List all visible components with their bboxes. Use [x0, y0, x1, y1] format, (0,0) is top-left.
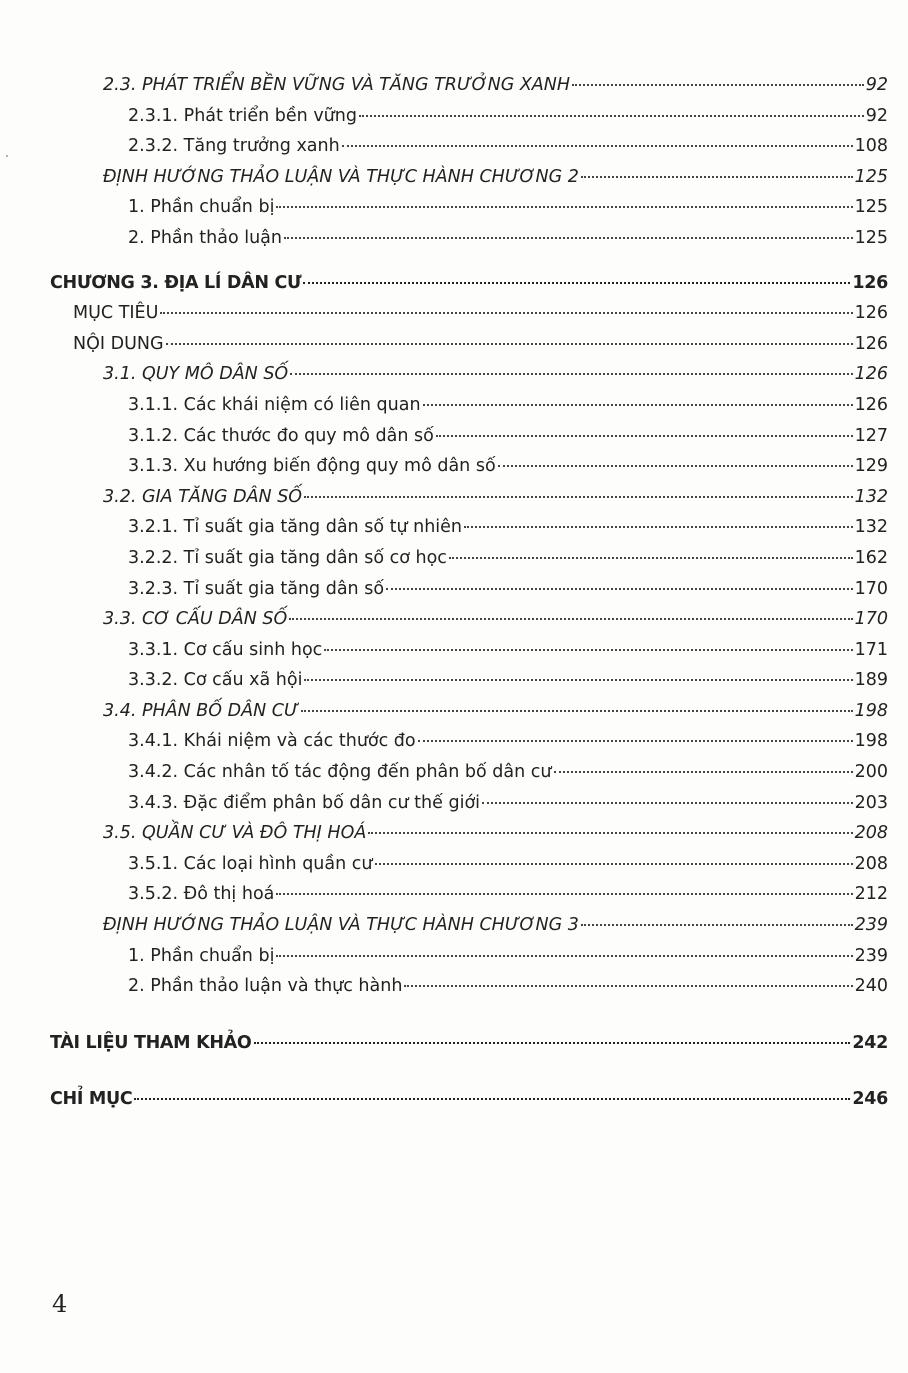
toc-entry	[50, 849, 888, 880]
dot-leader	[276, 893, 852, 895]
toc-entry-title: 3.5. QUẦN CƯ VÀ ĐÔ THỊ HOÁ	[103, 823, 367, 844]
dot-leader	[418, 740, 853, 742]
dot-leader	[436, 435, 853, 437]
dot-leader	[386, 588, 853, 590]
toc-entry	[50, 359, 888, 390]
dot-leader	[581, 924, 853, 926]
toc-entry	[50, 574, 888, 605]
dot-leader	[254, 1042, 851, 1044]
dot-leader	[449, 557, 853, 559]
toc-entry-title: 3.2. GIA TĂNG DÂN SỐ	[103, 486, 303, 507]
toc-entry-title: 3.1.3. Xu hướng biến động quy mô dân số	[128, 456, 496, 477]
toc-entry-title: 2.3.1. Phát triển bền vững	[128, 105, 357, 126]
dot-leader	[276, 955, 852, 957]
toc-entry-title: 1. Phần chuẩn bị	[128, 945, 275, 966]
toc-entry-title: 3.4. PHÂN BỐ DÂN CƯ	[103, 700, 299, 721]
dot-leader	[304, 496, 853, 498]
toc-entry-page: 239	[854, 915, 888, 936]
toc-entry-page: 246	[852, 1089, 888, 1110]
toc-entry	[50, 1084, 888, 1115]
toc-entry-page: 203	[854, 792, 888, 813]
toc-entry-title: 3.2.1. Tỉ suất gia tăng dân số tự nhiên	[128, 517, 463, 538]
toc-entry-page: 132	[854, 486, 888, 507]
toc-entry-page: 92	[865, 105, 888, 126]
toc-entry	[50, 268, 888, 299]
dot-leader	[304, 679, 852, 681]
toc-entry-page: 198	[854, 731, 888, 752]
toc-entry	[50, 329, 888, 360]
toc-entry-page: 200	[854, 762, 888, 783]
toc-entry-page: 125	[854, 227, 888, 248]
dot-leader	[464, 526, 853, 528]
toc-entry-page: 171	[854, 639, 888, 660]
toc-entry	[50, 788, 888, 819]
toc-entry-title: 3.3.2. Cơ cấu xã hội	[128, 670, 303, 691]
toc-entry-page: 125	[854, 166, 888, 187]
toc-entry	[50, 971, 888, 1002]
toc-entry-page: 162	[854, 547, 888, 568]
toc-entry-title: 1. Phần chuẩn bị	[128, 197, 275, 218]
toc-entry-page: 126	[854, 333, 888, 354]
toc-entry-page: 212	[854, 884, 888, 905]
dot-leader	[554, 771, 853, 773]
toc-entry-title: 3.5.2. Đô thị hoá	[128, 884, 275, 905]
toc-entry-title: 3.3. CƠ CẤU DÂN SỐ	[103, 609, 288, 630]
dot-leader	[303, 282, 850, 284]
toc-entry	[50, 879, 888, 910]
dot-leader	[289, 618, 852, 620]
toc-entry	[50, 696, 888, 727]
toc-entry-page: 189	[854, 670, 888, 691]
toc-entry-title: 3.4.1. Khái niệm và các thước đo	[128, 731, 416, 752]
toc-entry-page: 198	[854, 700, 888, 721]
toc-entry	[50, 818, 888, 849]
dot-leader	[423, 404, 853, 406]
toc-entry	[50, 726, 888, 757]
dot-leader	[301, 710, 853, 712]
toc-entry-title: 3.1.2. Các thước đo quy mô dân số	[128, 425, 434, 446]
toc-entry-page: 129	[854, 456, 888, 477]
dot-leader	[498, 465, 853, 467]
toc-entry	[50, 131, 888, 162]
toc-entry	[50, 101, 888, 132]
toc-entry-title: ĐỊNH HƯỚNG THẢO LUẬN VÀ THỰC HÀNH CHƯƠNG 3	[103, 915, 579, 936]
dot-leader	[276, 206, 852, 208]
toc-entry-title: 3.4.2. Các nhân tố tác động đến phân bố dân cư	[128, 762, 552, 783]
toc-entry-page: 242	[852, 1032, 888, 1053]
toc-entry	[50, 451, 888, 482]
toc-entry	[50, 757, 888, 788]
toc-entry-title: 3.1.1. Các khái niệm có liên quan	[128, 394, 421, 415]
toc-entry-page: 208	[854, 823, 888, 844]
toc-entry-title: 3.2.2. Tỉ suất gia tăng dân số cơ học	[128, 547, 447, 568]
dot-leader	[284, 237, 853, 239]
dot-leader	[581, 176, 853, 178]
toc-entry	[50, 162, 888, 193]
dot-leader	[404, 985, 852, 987]
toc-entry-title: 3.1. QUY MÔ DÂN SỐ	[103, 364, 289, 385]
toc-entry-title: CHƯƠNG 3. ĐỊA LÍ DÂN CƯ	[50, 272, 302, 293]
toc-entry	[50, 390, 888, 421]
toc-entry-title: CHỈ MỤC	[50, 1089, 133, 1110]
toc-entry-page: 126	[854, 364, 888, 385]
toc-entry	[50, 665, 888, 696]
toc-entry-title: MỤC TIÊU	[73, 303, 159, 324]
dot-leader	[375, 863, 853, 865]
toc-entry	[50, 223, 888, 254]
toc-entry	[50, 635, 888, 666]
toc-entry-title: 2.3.2. Tăng trưởng xanh	[128, 136, 340, 157]
toc-entry-title: 3.3.1. Cơ cấu sinh học	[128, 639, 323, 660]
toc-entry-title: 3.4.3. Đặc điểm phân bố dân cư thế giới	[128, 792, 481, 813]
toc-entry-title: TÀI LIỆU THAM KHẢO	[50, 1032, 252, 1053]
dot-leader	[134, 1098, 850, 1100]
toc-entry-page: 126	[852, 272, 888, 293]
toc-entry-title: 3.2.3. Tỉ suất gia tăng dân số	[128, 578, 385, 599]
toc-entry	[50, 298, 888, 329]
toc-entry-page: 127	[854, 425, 888, 446]
table-of-contents	[50, 70, 888, 1115]
toc-entry-page: 240	[854, 976, 888, 997]
toc-entry-page: 132	[854, 517, 888, 538]
toc-entry-title: 3.5.1. Các loại hình quần cư	[128, 853, 373, 874]
dot-leader	[482, 802, 853, 804]
toc-entry-page: 125	[854, 197, 888, 218]
toc-entry	[50, 941, 888, 972]
dot-leader	[359, 115, 864, 117]
toc-entry	[50, 482, 888, 513]
dot-leader	[166, 343, 853, 345]
toc-entry	[50, 543, 888, 574]
toc-entry-page: 92	[865, 75, 888, 95]
toc-entry-title: 2.3. PHÁT TRIỂN BỀN VỮNG VÀ TĂNG TRƯỞNG XANH	[103, 75, 571, 95]
toc-entry-title: 2. Phần thảo luận và thực hành	[128, 976, 403, 997]
page-number: 4	[52, 1290, 68, 1318]
toc-entry	[50, 1028, 888, 1059]
toc-entry-page: 108	[854, 136, 888, 157]
toc-entry	[50, 70, 888, 101]
toc-entry-title: NỘI DUNG	[73, 333, 164, 354]
page-speck	[6, 155, 8, 157]
toc-entry-page: 170	[854, 609, 888, 630]
dot-leader	[290, 373, 852, 375]
toc-entry	[50, 512, 888, 543]
dot-leader	[368, 832, 852, 834]
toc-entry	[50, 604, 888, 635]
toc-entry-title: 2. Phần thảo luận	[128, 227, 282, 248]
dot-leader	[342, 145, 853, 147]
toc-entry	[50, 192, 888, 223]
dot-leader	[324, 649, 852, 651]
toc-entry-page: 126	[854, 303, 888, 324]
toc-entry-page: 208	[854, 853, 888, 874]
toc-entry-page: 239	[854, 945, 888, 966]
dot-leader	[572, 84, 864, 86]
toc-entry-page: 170	[854, 578, 888, 599]
toc-entry-page: 126	[854, 394, 888, 415]
toc-entry	[50, 421, 888, 452]
toc-entry-title: ĐỊNH HƯỚNG THẢO LUẬN VÀ THỰC HÀNH CHƯƠNG 2	[103, 166, 579, 187]
toc-entry	[50, 910, 888, 941]
dot-leader	[160, 312, 852, 314]
